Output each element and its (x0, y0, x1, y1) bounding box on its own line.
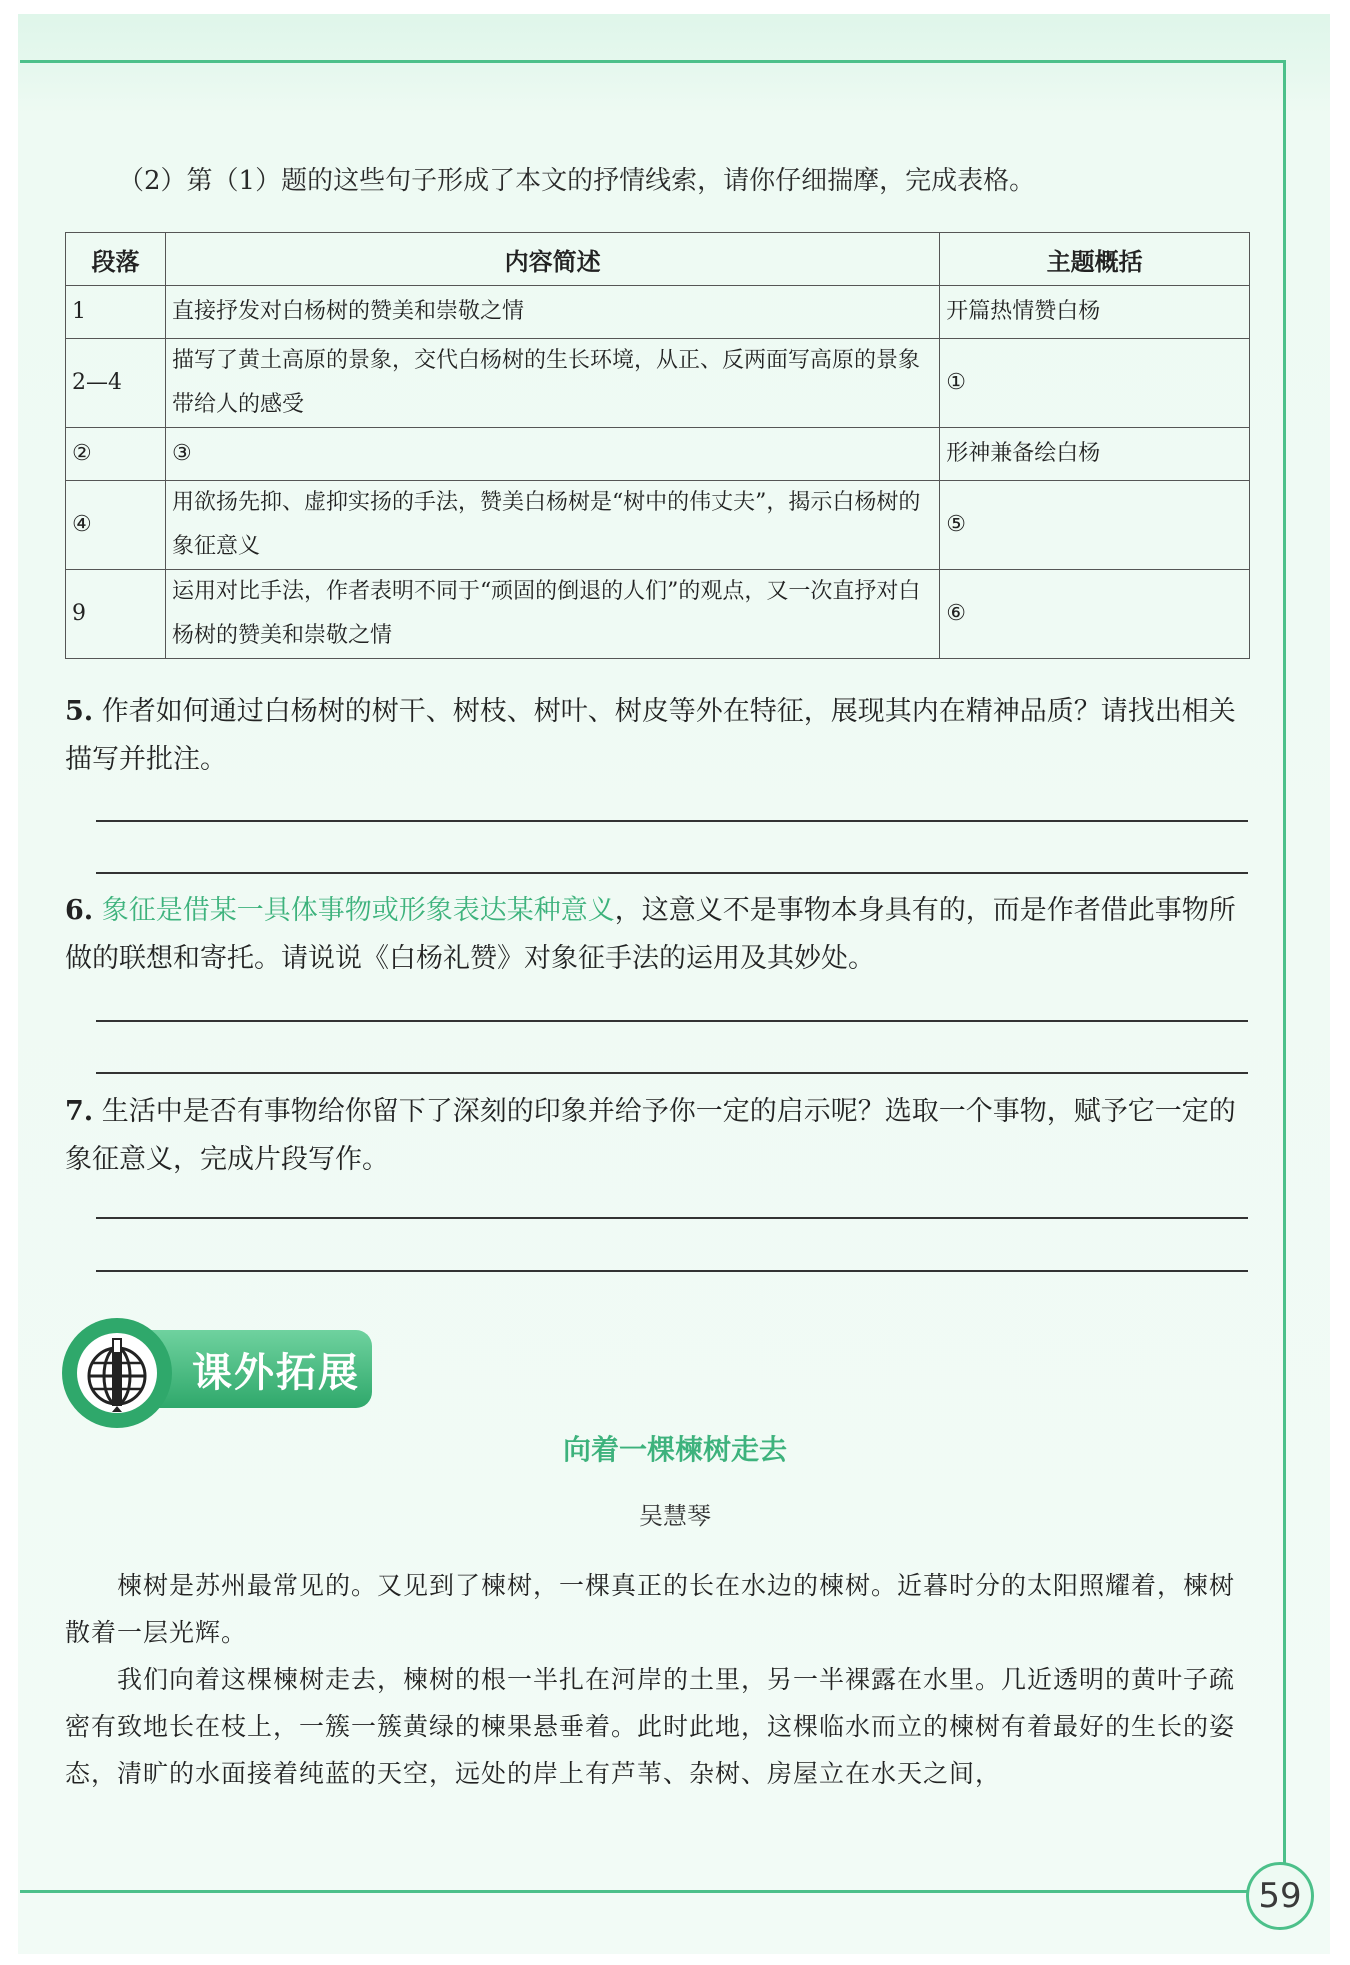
question-text: 生活中是否有事物给你留下了深刻的印象并给予你一定的启示呢？选取一个事物，赋予它一定的象征意义，完成片段写作。 (65, 1096, 1236, 1175)
cell-theme: 形神兼备绘白杨 (940, 428, 1250, 481)
article-paragraph: 楝树是苏州最常见的。又见到了楝树，一棵真正的长在水边的楝树。近暮时分的太阳照耀着，楝树散着一层光辉。 (65, 1571, 1236, 1647)
answer-line[interactable] (96, 1217, 1248, 1219)
table-row (66, 570, 1250, 659)
cell-theme: 开篇热情赞白杨 (940, 286, 1250, 339)
question-text: 作者如何通过白杨树的树干、树枝、树叶、树皮等外在特征，展现其内在精神品质？请找出相关描写并批注。 (65, 696, 1236, 775)
frame-right-border (1283, 60, 1286, 1880)
frame-top-border (20, 60, 1285, 63)
cell-theme-blank[interactable]: ① (940, 339, 1250, 428)
frame-bottom-border (20, 1890, 1260, 1893)
cell-theme-blank[interactable]: ⑥ (940, 570, 1250, 659)
question-5 (65, 688, 1255, 784)
cell-theme-blank[interactable]: ⑤ (940, 481, 1250, 570)
question-text: ，这意义不是事物本身具有的，而是作者借此事物所做的联想和寄托。请说说《白杨礼赞》对象征手法的运用及其妙处。 (65, 895, 1236, 974)
table-row (66, 286, 1250, 339)
cell-para: 2—4 (66, 339, 166, 428)
answer-line[interactable] (96, 1072, 1248, 1074)
cell-content: 直接抒发对白杨树的赞美和崇敬之情 (165, 286, 939, 339)
question-number: 5. (65, 696, 94, 727)
question-number: 7. (65, 1096, 94, 1127)
page-number: 59 (1246, 1862, 1314, 1930)
globe-book-icon (62, 1318, 172, 1428)
table-row (66, 481, 1250, 570)
answer-line[interactable] (96, 1270, 1248, 1272)
header-content: 内容简述 (165, 233, 939, 286)
summary-table (65, 232, 1250, 659)
header-theme: 主题概括 (940, 233, 1250, 286)
article-author: 吴慧琴 (639, 1502, 711, 1530)
table-row (66, 428, 1250, 481)
cell-content: 用欲扬先抑、虚抑实扬的手法，赞美白杨树是“树中的伟丈夫”，揭示白杨树的象征意义 (165, 481, 939, 570)
table-instruction: （2）第（1）题的这些句子形成了本文的抒情线索，请你仔细揣摩，完成表格。 (118, 166, 1036, 196)
cell-content-blank[interactable]: ③ (165, 428, 939, 481)
header-paragraph: 段落 (66, 233, 166, 286)
article-paragraph: 我们向着这棵楝树走去，楝树的根一半扎在河岸的土里，另一半裸露在水里。几近透明的黄叶子疏密有致地长在枝上，一簇一簇黄绿的楝果悬垂着。此时此地，这棵临水而立的楝树有着最好的生长的姿态，清旷的水面接着纯蓝的天空，远处的岸上有芦苇、杂树、房屋立在水天之间， (65, 1665, 1236, 1788)
section-banner (62, 1318, 382, 1428)
cell-para: 9 (66, 570, 166, 659)
cell-content: 运用对比手法，作者表明不同于“顽固的倒退的人们”的观点，又一次直抒对白杨树的赞美和崇敬之情 (165, 570, 939, 659)
answer-line[interactable] (96, 1020, 1248, 1022)
cell-para: 1 (66, 286, 166, 339)
question-7 (65, 1088, 1255, 1184)
cell-content: 描写了黄土高原的景象，交代白杨树的生长环境，从正、反两面写高原的景象带给人的感受 (165, 339, 939, 428)
banner-label: 课外拓展 (192, 1349, 360, 1396)
table-row (66, 339, 1250, 428)
question-number: 6. (65, 895, 94, 926)
highlighted-definition: 象征是借某一具体事物或形象表达某种意义 (101, 895, 615, 926)
answer-line[interactable] (96, 872, 1248, 874)
question-6 (65, 887, 1255, 983)
cell-para-blank[interactable]: ④ (66, 481, 166, 570)
article-title: 向着一棵楝树走去 (562, 1433, 787, 1466)
table-header-row (66, 233, 1250, 286)
cell-para-blank[interactable]: ② (66, 428, 166, 481)
answer-line[interactable] (96, 820, 1248, 822)
